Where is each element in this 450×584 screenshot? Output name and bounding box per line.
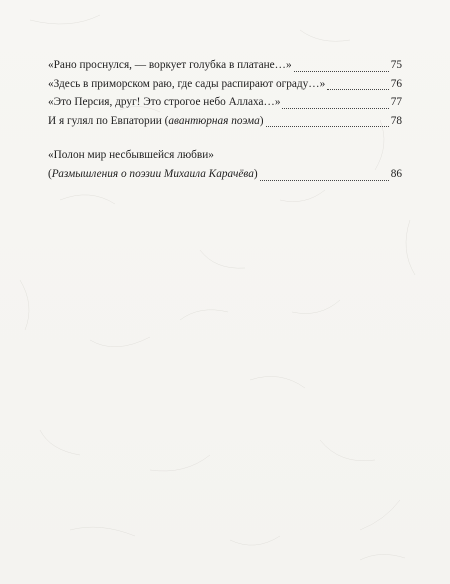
- toc-entry-title-plain: И я гулял по Евпатории (: [48, 114, 169, 127]
- table-of-contents: [48, 56, 402, 184]
- toc-entry: [48, 56, 402, 75]
- essay-subtitle-italic: Размышления о поэзии Михаила Карачёва: [51, 167, 254, 180]
- toc-entry-title: «Здесь в приморском раю, где сады распирают ограду…»: [48, 77, 326, 90]
- toc-entry-title-italic: авантюрная поэма: [168, 114, 260, 127]
- toc-entry-page: 78: [390, 114, 402, 127]
- toc-entry: [48, 75, 402, 94]
- toc-entry-title: [48, 112, 264, 131]
- toc-entry-page: 77: [390, 96, 402, 109]
- toc-entry: [48, 112, 402, 131]
- toc-leader-dots: [294, 71, 389, 72]
- essay-subtitle-open: (: [48, 167, 52, 180]
- toc-entry-page: 76: [390, 77, 402, 90]
- toc-leader-dots: [282, 108, 388, 109]
- toc-leader-dots: [266, 126, 389, 127]
- toc-entry-essay: [48, 165, 402, 184]
- essay-subtitle-close: ): [253, 167, 258, 180]
- section-gap: [48, 130, 402, 146]
- toc-leader-dots: [327, 89, 388, 90]
- toc-entry: [48, 93, 402, 112]
- toc-entry-title-end: ): [259, 114, 264, 127]
- essay-title-line: «Полон мир несбывшейся любви»: [48, 149, 214, 162]
- toc-leader-dots: [260, 180, 389, 181]
- toc-entry-page: 86: [390, 167, 402, 180]
- toc-entry-title: «Это Персия, друг! Это строгое небо Аллаха…»: [48, 96, 281, 109]
- toc-entry-title: «Рано проснулся, — воркует голубка в платане…»: [48, 59, 292, 71]
- essay-subtitle: [48, 165, 258, 184]
- toc-entry-page: 75: [390, 59, 402, 71]
